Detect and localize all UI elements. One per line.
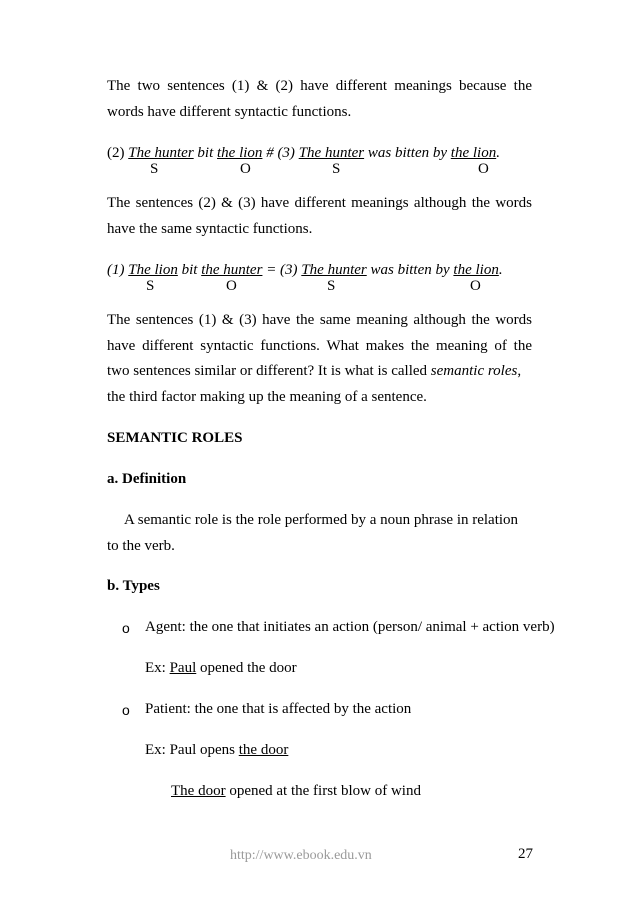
example-object-1: the lion <box>217 145 263 161</box>
patient-underlined: The door <box>171 783 226 799</box>
example-prefix: Ex: Paul opens <box>145 742 239 758</box>
definition-line-1: A semantic role is the role performed by a noun phrase in relation <box>124 512 519 528</box>
paragraph-text: , <box>517 363 522 379</box>
function-label: O <box>470 278 481 294</box>
section-heading: SEMANTIC ROLES <box>107 430 243 446</box>
bullet-icon: o <box>122 702 130 718</box>
example-object-1: the hunter <box>201 262 263 278</box>
function-label: O <box>226 278 237 294</box>
example-prefix: Ex: <box>145 660 170 676</box>
page-number: 27 <box>518 846 533 862</box>
bullet-icon: o <box>122 620 130 636</box>
patient-example <box>145 741 288 759</box>
agent-example <box>145 659 297 677</box>
term-semantic-roles: semantic roles <box>430 363 518 379</box>
paragraph-2-line-1: The sentences (2) & (3) have different meanings although the words <box>107 195 532 211</box>
example-period: . <box>498 262 503 278</box>
example-relation: # (3) <box>262 145 299 161</box>
example-object-2: the lion <box>453 262 499 278</box>
function-label: O <box>240 161 251 177</box>
function-label: S <box>327 278 336 294</box>
agent-definition: Agent: the one that initiates an action (person/ animal + action verb) <box>145 619 555 635</box>
example-subject-2: The hunter <box>301 262 367 278</box>
paragraph-3-line-1: The sentences (1) & (3) have the same meaning although the words <box>107 312 532 328</box>
example-object-2: the lion <box>450 145 497 161</box>
example-verb-2: was bitten by <box>364 145 451 161</box>
paragraph-3-line-2: have different syntactic functions. What makes the meaning of the <box>107 338 532 354</box>
patient-definition: Patient: the one that is affected by the action <box>145 701 412 717</box>
example-1-3-sentence <box>107 261 503 279</box>
example-text: opened at the first blow of wind <box>225 783 421 799</box>
example-text: opened the door <box>196 660 297 676</box>
agent-underlined: Paul <box>169 660 197 676</box>
paragraph-1-line-1: The two sentences (1) & (2) have different meanings because the <box>107 78 532 94</box>
function-label: O <box>478 161 489 177</box>
paragraph-text: two sentences similar or different? It is what is called <box>107 363 431 379</box>
paragraph-3-line-3 <box>107 362 521 380</box>
example-subject-1: The hunter <box>128 145 194 161</box>
footer-url: http://www.ebook.edu.vn <box>230 848 372 863</box>
function-label: S <box>332 161 341 177</box>
definition-line-2: to the verb. <box>107 538 175 554</box>
patient-example-2 <box>171 782 421 800</box>
function-label: S <box>150 161 159 177</box>
subsection-a-title: a. Definition <box>107 471 187 487</box>
patient-underlined: the door <box>238 742 289 758</box>
paragraph-2-line-2: have the same syntactic functions. <box>107 221 313 237</box>
example-period: . <box>496 145 500 161</box>
example-verb-2: was bitten by <box>366 262 454 278</box>
example-verb-1: bit <box>177 262 202 278</box>
example-verb-1: bit <box>193 145 218 161</box>
example-2-3-sentence <box>107 144 500 162</box>
function-label: S <box>146 278 155 294</box>
paragraph-3-line-4: the third factor making up the meaning of a sentence. <box>107 389 427 405</box>
example-subject-2: The hunter <box>298 145 365 161</box>
subsection-b-title: b. Types <box>107 578 160 594</box>
example-number: (1) <box>107 262 129 278</box>
example-subject-1: The lion <box>128 262 178 278</box>
example-relation: = (3) <box>262 262 302 278</box>
paragraph-1-line-2: words have different syntactic functions. <box>107 104 352 120</box>
example-number: (2) <box>107 145 129 161</box>
